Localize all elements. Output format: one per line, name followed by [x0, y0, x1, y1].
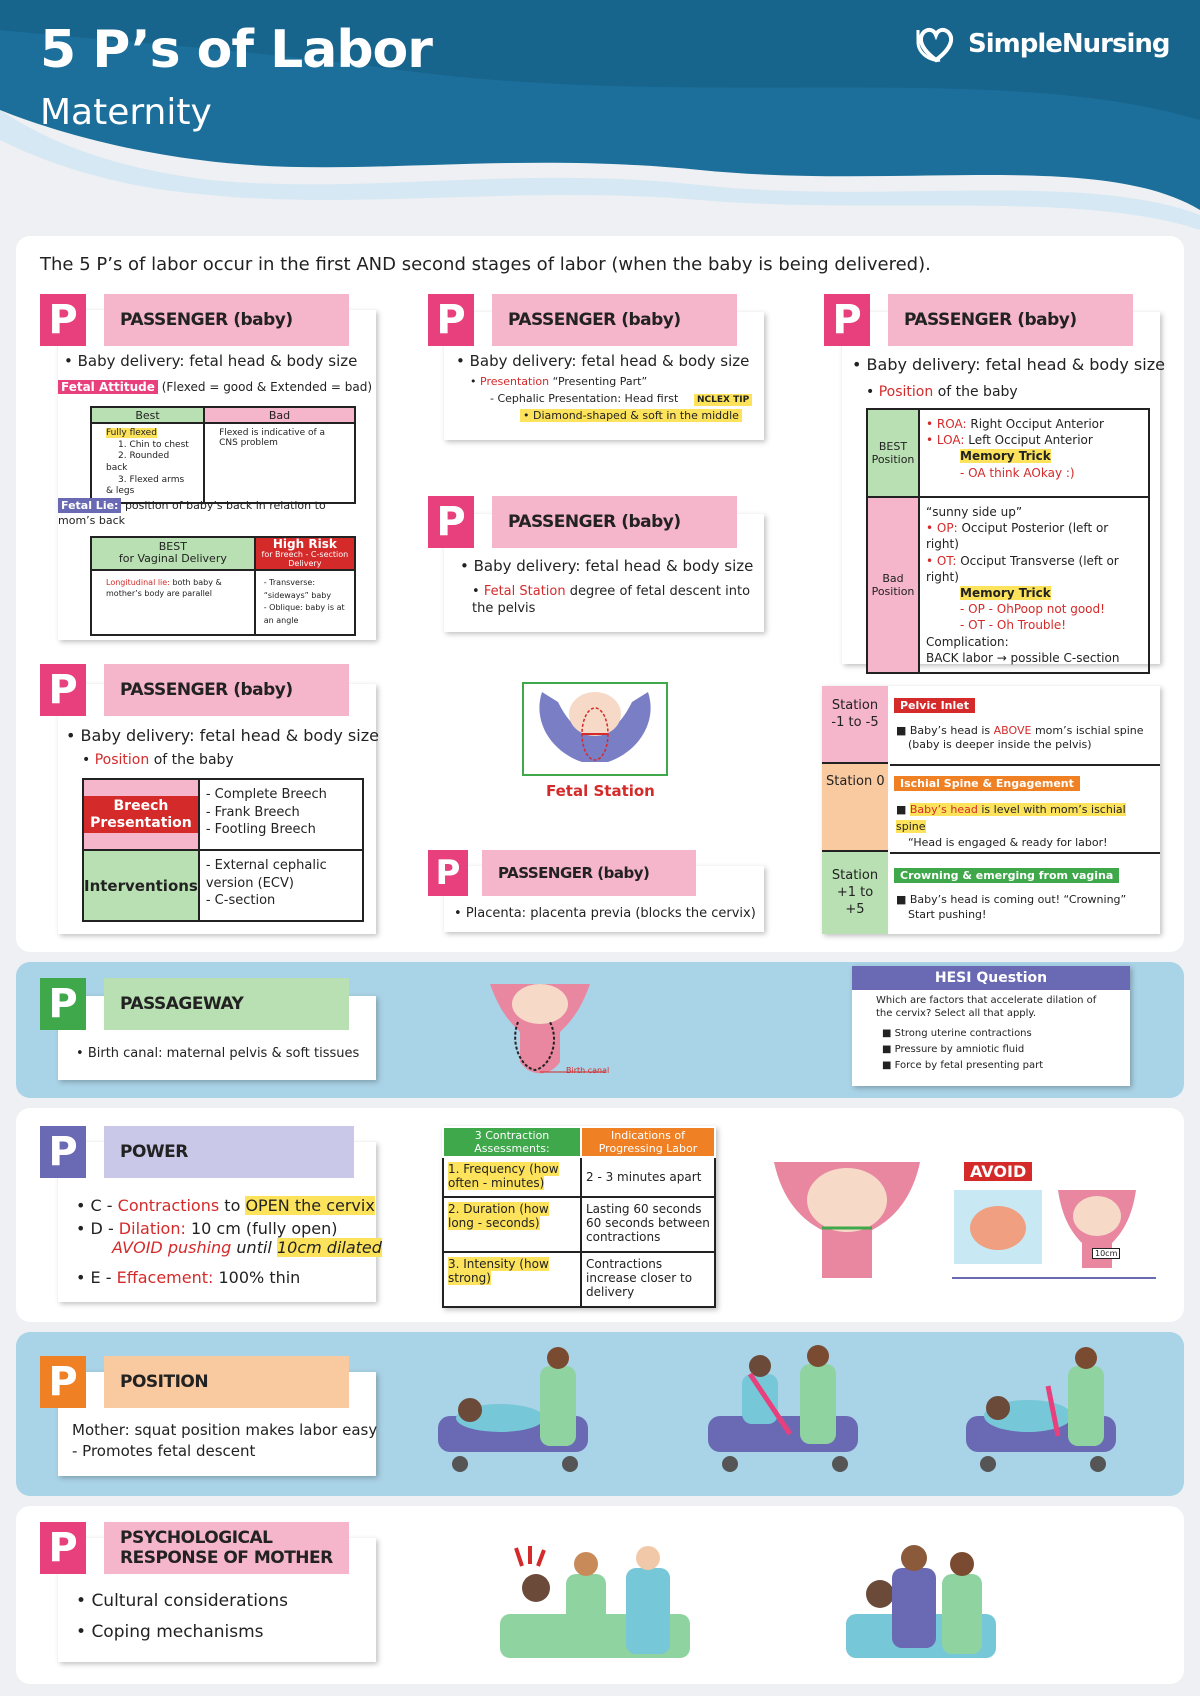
hesi-option-text: Pressure by amniotic fluid	[894, 1044, 1025, 1055]
station-desc-text: Baby’s head is coming out! “Crowning”	[909, 893, 1127, 906]
hesi-option-text: Strong uterine contractions	[894, 1028, 1032, 1039]
contraction-header: 3 Contraction Assessments:	[443, 1127, 581, 1157]
power-text: OPEN the cervix	[245, 1196, 375, 1215]
station-text: degree of fetal descent into the pelvis	[472, 584, 751, 616]
p-badge: P	[40, 1522, 86, 1574]
roa-text: Right Occiput Anterior	[970, 417, 1104, 431]
best-item: 1. Chin to chest	[118, 439, 189, 450]
best-position-header: BEST Position	[867, 409, 919, 497]
memory-trick: Memory Trick	[960, 585, 1051, 600]
hesi-title: HESI Question	[852, 966, 1130, 990]
power-text: until	[231, 1238, 277, 1258]
lie-line	[58, 498, 358, 529]
p-badge: P	[40, 294, 86, 346]
power-term: Contractions	[117, 1196, 220, 1215]
station-line: • Fetal Station degree of fetal descent into the pelvis	[472, 584, 751, 616]
hesi-option-text: Force by fetal presenting part	[894, 1060, 1044, 1071]
card-title: POSITION	[104, 1356, 349, 1408]
psych-list	[76, 1586, 288, 1647]
card-title: PASSENGER (baby)	[482, 850, 696, 896]
sunny-text: “sunny side up”	[926, 505, 1023, 519]
station-label: Station 0	[826, 774, 885, 789]
power-text: AVOID pushing	[112, 1238, 232, 1258]
bullet-text: Baby delivery: fetal head & body size	[77, 352, 358, 370]
oa-trick: - OA think AOkay :)	[960, 465, 1075, 480]
card-title: PASSAGEWAY	[104, 978, 349, 1030]
card-bullet: • Birth canal: maternal pelvis & soft tissues	[76, 1046, 360, 1061]
station-tag: Crowning & emerging from vagina	[894, 868, 1119, 883]
psych-illustration-1	[496, 1544, 692, 1660]
memory-trick: Memory Trick	[960, 449, 1051, 464]
nclex-tip-badge: NCLEX TIP	[694, 394, 752, 406]
fetal-station-caption: Fetal Station	[546, 782, 655, 800]
card-title-line: RESPONSE OF MOTHER	[120, 1548, 333, 1568]
power-text: 100% thin	[213, 1267, 301, 1287]
risk-h1: High Risk	[272, 537, 337, 551]
attitude-table	[90, 406, 356, 504]
station-desc-emphasis: Baby’s head	[909, 803, 978, 816]
breech-table	[82, 778, 364, 922]
power-text: 10 cm (fully open)	[185, 1219, 338, 1239]
p-badge: P	[40, 664, 86, 716]
station-desc: ■ Baby’s head is ABOVE mom’s ischial spine (baby is deeper inside the pelvis)	[896, 724, 1144, 752]
power-letter: E -	[90, 1267, 117, 1287]
long-text: both baby & mother’s body are parallel	[106, 577, 222, 598]
hesi-question: Which are factors that accelerate dilation of the cervix? Select all that apply.	[876, 995, 1097, 1019]
psych-illustration-2	[842, 1544, 1002, 1660]
ot-text: Occiput Transverse (left or right)	[926, 553, 1119, 584]
best-item: 3. Flexed arms & legs	[106, 474, 185, 497]
brand-name: SimpleNursing	[968, 29, 1170, 59]
lie-table	[90, 536, 356, 636]
cephalic-line: - Cephalic Presentation: Head first	[490, 392, 679, 405]
contraction-indication: Lasting 60 seconds 60 seconds between contractions	[581, 1197, 715, 1252]
position-text: of the baby	[937, 384, 1018, 400]
diamond-line: • Diamond-shaped & soft in the middle	[520, 409, 742, 422]
hesi-option: ■ Pressure by amniotic fluid	[882, 1044, 1025, 1055]
power-text: to	[219, 1196, 246, 1215]
bad-header: Bad	[204, 407, 355, 423]
station-label: Station +1 to +5	[831, 868, 879, 917]
station-desc-emphasis: ABOVE	[993, 724, 1032, 737]
attitude-line	[58, 380, 372, 394]
ot-abbr: OT:	[936, 553, 957, 568]
ot-trick: - OT - Oh Trouble!	[960, 618, 1067, 633]
presentation-label: Presentation	[480, 375, 550, 388]
station-desc-text: Baby’s head is	[909, 724, 994, 737]
risk-item: - Oblique: baby is at an angle	[263, 603, 345, 626]
station-desc-text: Start pushing!	[908, 908, 987, 922]
p-badge: P	[40, 978, 86, 1030]
p-badge: P	[40, 1356, 86, 1408]
station-label: Fetal Station	[483, 584, 566, 599]
p-badge: P	[428, 850, 468, 896]
avoid-pushing-illustration	[952, 1188, 1156, 1284]
presentation-line: • Presentation “Presenting Part”	[470, 375, 648, 388]
intervention-item: - C-section	[205, 893, 276, 909]
stations-table	[822, 686, 1160, 934]
psych-item: • Coping mechanisms	[76, 1621, 264, 1642]
bullet-text: Baby delivery: fetal head & body size	[866, 355, 1165, 374]
position-label: Position	[94, 752, 150, 768]
station-desc-text: “Head is engaged & ready for labor!	[908, 836, 1108, 849]
card-title-line: PSYCHOLOGICAL	[120, 1527, 273, 1548]
station-tag: Pelvic Inlet	[894, 698, 975, 713]
p-badge: P	[40, 1126, 86, 1178]
contraction-indication: 2 - 3 minutes apart	[581, 1157, 715, 1197]
card-bullet: • Placenta: placenta previa (blocks the cervix)	[454, 906, 756, 921]
lie-text: position of baby’s back in relation to mom’s back	[58, 499, 326, 528]
breech-item: - Frank Breech	[205, 804, 300, 820]
station-desc-text: mom’s ischial spine	[1031, 724, 1144, 737]
interventions-label: Interventions	[83, 850, 199, 921]
power-letter: C -	[90, 1196, 118, 1215]
card-title: POWER	[104, 1126, 354, 1178]
station-desc-text: (baby is deeper inside the pelvis)	[908, 738, 1092, 752]
position-table: BEST Position • ROA: Right Occiput Anterior • LOA: Left Occiput Anterior Memory Trick - OA think AOkay :) Bad Position “sunny side up” • OP: Occiput Posterior (left or right) • OT: Occiput Transverse (left or right) Memory Trick - OP - OhPoop not good! - OT - Oh Trouble! Complication: BACK labor → possible C-section	[866, 408, 1150, 674]
intro-text: The 5 P’s of labor occur in the first AND second stages of labor (when the baby is being delivered).	[40, 254, 931, 275]
bullet-text: Baby delivery: fetal head & body size	[473, 557, 754, 575]
complication-text: BACK labor → possible C-section	[926, 650, 1120, 665]
station-tag: Ischial Spine & Engagement	[894, 776, 1080, 791]
bad-position-header: Bad Position	[867, 497, 919, 673]
hesi-option: ■ Force by fetal presenting part	[882, 1060, 1044, 1071]
psych-item-text: Cultural considerations	[91, 1591, 288, 1611]
card-bullet: • Baby delivery: fetal head & body size	[66, 726, 379, 745]
card-title: PASSENGER (baby)	[104, 664, 349, 716]
position-text	[72, 1420, 377, 1462]
contraction-assessment: 3. Intensity (how strong)	[448, 1257, 549, 1286]
op-text: Occiput Posterior (left or right)	[926, 521, 1109, 552]
roa-abbr: ROA:	[936, 417, 967, 431]
power-letter: D -	[90, 1219, 119, 1239]
position-line: - Promotes fetal descent	[72, 1442, 256, 1460]
labor-position-illustration-1	[430, 1346, 610, 1476]
position-line: Mother: squat position makes labor easy	[72, 1421, 378, 1439]
breech-label: Breech Presentation	[84, 796, 198, 834]
contraction-table	[442, 1126, 716, 1308]
birth-canal-label: Birth canal	[566, 1066, 610, 1075]
labor-position-illustration-3	[958, 1346, 1138, 1476]
psych-item: • Cultural considerations	[76, 1591, 288, 1611]
avoid-badge: AVOID	[964, 1162, 1032, 1181]
position-line: • Position of the baby	[82, 752, 234, 768]
power-item-e: • E - Effacement: 100% thin	[76, 1267, 301, 1287]
risk-h2: for Breech - C-section Delivery	[261, 550, 349, 568]
p-badge: P	[824, 294, 870, 346]
station-desc-text: is level with mom’s ischial spine	[896, 803, 1126, 833]
attitude-note: (Flexed = good & Extended = bad)	[161, 380, 373, 394]
card-bullet: • Baby delivery: fetal head & body size	[852, 355, 1165, 374]
best-title: Fully flexed	[106, 428, 157, 438]
loa-abbr: LOA:	[936, 433, 965, 448]
power-item-c: • C - Contractions to OPEN the cervix	[76, 1196, 375, 1215]
page-subtitle: Maternity	[40, 92, 212, 133]
birth-canal-illustration	[480, 982, 640, 1082]
station-desc: ■ Baby’s head is level with mom’s ischial spine “Head is engaged & ready for labor!	[896, 803, 1126, 849]
stethoscope-heart-icon	[912, 20, 960, 68]
lie-label: Fetal Lie:	[58, 498, 121, 513]
p-badge: P	[428, 496, 474, 548]
labor-position-illustration-2	[700, 1344, 880, 1476]
card-title: PASSENGER (baby)	[492, 294, 737, 346]
breech-item: - Footling Breech	[205, 822, 316, 838]
position-label: Position	[878, 384, 934, 400]
psych-item-text: Coping mechanisms	[91, 1621, 264, 1642]
brand-logo	[912, 20, 1170, 68]
power-term: Effacement:	[116, 1267, 214, 1287]
best2-h2: for Vaginal Delivery	[118, 552, 227, 566]
page-title: 5 P’s of Labor	[40, 20, 432, 80]
op-trick: - OP - OhPoop not good!	[960, 602, 1105, 617]
intervention-item: - External cephalic version (ECV)	[205, 858, 327, 891]
contraction-assessment: 2. Duration (how long - seconds)	[448, 1202, 549, 1231]
station-label: Station -1 to -5	[831, 698, 879, 730]
ten-cm-label: 10cm	[1092, 1248, 1120, 1259]
station-desc: ■ Baby’s head is coming out! “Crowning” Start pushing!	[896, 893, 1127, 922]
contraction-assessment: 1. Frequency (how often - minutes)	[448, 1162, 559, 1190]
breech-item: - Complete Breech	[205, 787, 327, 802]
bullet-text: Baby delivery: fetal head & body size	[80, 726, 379, 745]
card-bullet: • Baby delivery: fetal head & body size	[456, 352, 750, 370]
card-title: PASSENGER (baby)	[104, 294, 349, 346]
best-header: Best	[91, 407, 204, 423]
complication-label: Complication:	[926, 634, 1009, 649]
contraction-indication: Contractions increase closer to delivery	[581, 1252, 715, 1307]
hesi-question-box	[852, 966, 1130, 1086]
long-label: Longitudinal lie:	[106, 577, 170, 587]
hesi-option: ■ Strong uterine contractions	[882, 1028, 1032, 1039]
card-bullet: • Baby delivery: fetal head & body size	[460, 557, 754, 575]
card-title: PASSENGER (baby)	[888, 294, 1133, 346]
best-item: 2. Rounded back	[106, 451, 170, 474]
card-title: PASSENGER (baby)	[492, 496, 737, 548]
power-item-d: • D - Dilation: 10 cm (fully open) AVOID pushing until 10cm dilated	[76, 1219, 382, 1258]
best2-h1: BEST	[158, 540, 187, 554]
bullet-text: Birth canal: maternal pelvis & soft tissues	[87, 1046, 360, 1061]
bad-text: Flexed is indicative of a CNS problem	[204, 423, 355, 503]
position-line: • Position of the baby	[866, 384, 1018, 400]
fetal-station-illustration	[522, 682, 668, 776]
attitude-label: Fetal Attitude	[58, 380, 158, 394]
bullet-text: Placenta: placenta previa (blocks the cervix)	[465, 906, 756, 921]
position-text: of the baby	[153, 752, 234, 768]
cervix-dilation-illustration	[772, 1160, 922, 1280]
risk-item: - Transverse: “sideways” baby	[263, 577, 332, 600]
card-bullet: • Baby delivery: fetal head & body size	[64, 352, 358, 370]
card-title	[104, 1522, 349, 1574]
presentation-text: “Presenting Part”	[552, 375, 648, 388]
p-badge: P	[428, 294, 474, 346]
op-abbr: OP:	[936, 521, 958, 536]
contraction-header: Indications of Progressing Labor	[581, 1127, 715, 1157]
bullet-text: Baby delivery: fetal head & body size	[469, 352, 750, 370]
power-list	[76, 1192, 382, 1291]
power-term: Dilation:	[118, 1219, 186, 1239]
loa-text: Left Occiput Anterior	[968, 433, 1093, 448]
power-text: 10cm dilated	[276, 1238, 382, 1258]
